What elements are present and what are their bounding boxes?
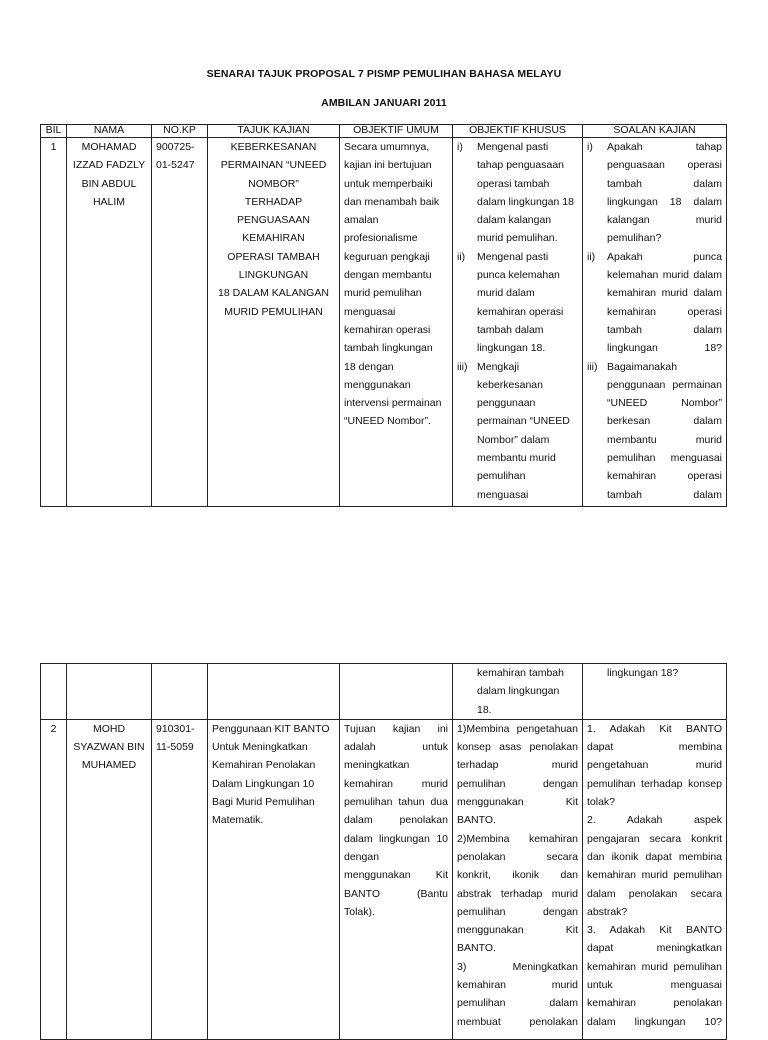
cont-bil (41, 664, 67, 720)
research-question-line: pemulihan terhadap konsep (587, 777, 722, 790)
cont-objektif-khusus (453, 664, 583, 720)
general-objective-line: dan menambah baik (344, 195, 440, 208)
row2-tajuk (208, 719, 340, 1039)
specific-objective-line: pemulihan dengan (457, 905, 578, 918)
general-objective-line: intervensi permainan (344, 397, 442, 410)
item-line: pemulihan? (607, 232, 662, 245)
item-line: berkesan dalam (607, 415, 722, 428)
row2-objektif-khusus (453, 719, 583, 1039)
item-line: murid dalam (477, 287, 535, 300)
item-marker: iii) (457, 360, 468, 373)
item-line: kalangan murid (607, 214, 722, 227)
research-question-line: pengetahuan murid (587, 759, 722, 772)
general-objective-line: “UNEED Nombor”. (344, 415, 431, 428)
ic-number-line: 11-5059 (156, 741, 194, 754)
item-line: kemahiran murid dalam (607, 287, 722, 300)
general-objective-line: dalam lingkungan 10 (344, 832, 448, 845)
specific-objective-line: BANTO. (457, 942, 496, 955)
row1-bil: 1 (41, 138, 67, 507)
specific-objective-line: terhadap murid (457, 759, 578, 772)
research-question-line: dalam penolakan secara (587, 887, 722, 900)
header-objektif-umum: OBJEKTIF UMUM (340, 125, 453, 138)
table-header-row (41, 125, 727, 138)
general-objective-line: tambah lingkungan (344, 342, 433, 355)
general-objective-line: amalan (344, 214, 379, 227)
research-question-line: tolak? (587, 796, 616, 809)
specific-objective-line: menggunakan Kit (457, 796, 578, 809)
name-line: SYAZWAN BIN (73, 741, 145, 754)
research-question-line: kemahiran penolakan (587, 997, 722, 1010)
item-marker: i) (457, 141, 463, 153)
item-line: pemulihan menguasai (607, 452, 722, 465)
header-objektif-khusus: OBJEKTIF KHUSUS (453, 125, 583, 138)
general-objective-line: dengan (344, 850, 380, 863)
item-line: penguasaan operasi (607, 159, 722, 172)
title-line: KEMAHIRAN (242, 232, 305, 245)
row1-soalan-kajian (583, 138, 727, 507)
ic-number-line: 01-5247 (156, 159, 195, 172)
item-line: kemahiran operasi (607, 305, 722, 318)
title-line: Matematik. (212, 814, 264, 827)
research-question-line: untuk menguasai (587, 979, 722, 992)
name-line: IZZAD FADZLY (72, 159, 146, 172)
header-nokp: NO.KP (152, 125, 208, 138)
row1-nokp (152, 138, 208, 507)
item-line: pemulihan (477, 470, 526, 483)
research-question-line: dan ikonik dapat membina (587, 850, 722, 863)
specific-objective-line: pemulihan dengan (457, 777, 578, 790)
table-row (41, 138, 727, 507)
research-question-line: dalam lingkungan 10? (587, 1015, 722, 1028)
item-line: membantu murid (607, 433, 722, 446)
research-question-line: dapat meningkatkan (587, 942, 722, 955)
general-objective-line: untuk memperbaiki (344, 177, 433, 190)
item-line: keberkesanan (477, 378, 543, 391)
item-line: kelemahan murid dalam (607, 269, 722, 282)
research-question-line: 3. Adakah Kit BANTO (587, 924, 722, 937)
cont-tajuk (208, 664, 340, 720)
cont-objektif-umum (340, 664, 453, 720)
title-line: TERHADAP (244, 195, 303, 208)
header-soalan-kajian: SOALAN KAJIAN (583, 125, 727, 138)
document-subtitle: AMBILAN JANUARI 2011 (321, 97, 447, 109)
specific-objective-line: kemahiran tambah (477, 667, 564, 679)
general-objective-line: profesionalisme (344, 232, 418, 245)
specific-objective-line: 2)Membina kemahiran (457, 832, 578, 845)
row1-nama (67, 138, 152, 507)
general-objective-line: keguruan pengkaji (344, 250, 430, 263)
item-line: lingkungan 18 dalam (607, 195, 722, 208)
row2-nokp (152, 719, 208, 1039)
document-title: SENARAI TAJUK PROPOSAL 7 PISMP PEMULIHAN BAHASA MELAYU (206, 68, 562, 80)
specific-objective-line: membuat penolakan (457, 1015, 578, 1028)
row2-bil: 2 (41, 719, 67, 1039)
ic-number-line: 900725- (156, 141, 195, 153)
research-question-line: abstrak? (587, 905, 628, 918)
row2-objektif-umum (340, 719, 453, 1039)
item-line: menguasai (477, 488, 529, 501)
general-objective-line: Secara umumnya, (344, 141, 430, 153)
row2-nama (67, 719, 152, 1039)
specific-objective-line: BANTO. (457, 814, 496, 827)
item-line: penggunaan (477, 397, 536, 410)
general-objective-line: menguasai (344, 305, 396, 318)
specific-objective-line: abstrak terhadap murid (457, 887, 578, 900)
header-nama: NAMA (67, 125, 152, 138)
row1-tajuk (208, 138, 340, 507)
general-objective-line: dengan membantu (344, 269, 432, 282)
general-objective-line: 18 dengan (344, 360, 394, 373)
title-line: PERMAINAN “UNEED (220, 159, 327, 172)
title-line: NOMBOR” (248, 177, 299, 190)
title-line: OPERASI TAMBAH (227, 250, 320, 263)
general-objective-line: BANTO (Bantu (344, 887, 448, 900)
item-marker: ii) (587, 250, 596, 263)
general-objective-line: menggunakan Kit (344, 869, 448, 882)
item-line: membantu murid (477, 452, 556, 465)
specific-objective-line: konsep asas penolakan (457, 741, 578, 754)
specific-objective-line: 1)Membina pengetahuan (457, 722, 578, 735)
table-row-continuation (41, 664, 727, 720)
research-question-line: dapat membina (587, 741, 722, 754)
title-line: KEBERKESANAN (230, 141, 317, 153)
item-line: kemahiran operasi (607, 470, 722, 483)
specific-objective-item (457, 248, 578, 358)
item-line: dalam kalangan (477, 214, 552, 227)
cont-nama (67, 664, 152, 720)
header-bil: BIL (41, 125, 67, 138)
title-line: MURID PEMULIHAN (224, 305, 323, 318)
specific-objective-line: dalam lingkungan (477, 685, 560, 698)
title-line: LINGKUNGAN (238, 269, 309, 282)
general-objective-line: kemahiran operasi (344, 323, 431, 336)
item-marker: ii) (457, 250, 466, 263)
table-row (41, 719, 727, 1039)
item-line: tahap penguasaan (477, 159, 564, 172)
research-question-line: pengajaran secara konkrit (587, 832, 722, 845)
header-tajuk-kajian: TAJUK KAJIAN (208, 125, 340, 138)
general-objective-line: Tujuan kajian ini (344, 722, 448, 735)
item-line: kemahiran operasi (477, 305, 564, 318)
name-line: MOHD (92, 722, 126, 735)
item-line: Mengenal pasti (477, 141, 549, 153)
research-question-line: kemahiran murid pemulihan (587, 960, 722, 973)
item-line: lingkungan 18? (607, 342, 722, 355)
specific-objective-line: 18. (477, 703, 492, 716)
item-line: Nombor” dalam (477, 433, 550, 446)
item-line: “UNEED Nombor” (607, 397, 722, 410)
specific-objective-line: konkrit, ikonik dan (457, 869, 578, 882)
title-line: Untuk Meningkatkan (212, 741, 308, 754)
item-line: tambah dalam (607, 323, 722, 336)
row2-soalan-kajian (583, 719, 727, 1039)
item-line: Apakah punca (607, 250, 722, 263)
cont-soalan-kajian (583, 664, 727, 720)
general-objective-line: kemahiran murid (344, 777, 448, 790)
specific-objective-line: penolakan secara (457, 850, 578, 863)
research-question-item (587, 358, 722, 504)
ic-number-line: 910301- (156, 722, 195, 735)
item-line: dalam lingkungan 18 (477, 195, 574, 208)
title-line: PENGUASAAN (237, 214, 310, 227)
general-objective-line: Tolak). (344, 905, 375, 918)
specific-objective-line: pemulihan dalam (457, 997, 578, 1010)
proposal-table-part2 (40, 663, 727, 1040)
item-line: Mengenal pasti (477, 250, 549, 263)
research-question-line: 1. Adakah Kit BANTO (587, 722, 722, 735)
cont-nokp (152, 664, 208, 720)
general-objective-line: kajian ini bertujuan (344, 159, 432, 172)
name-line: MUHAMED (81, 759, 137, 772)
title-line: Bagi Murid Pemulihan (212, 796, 315, 809)
title-line: 18 DALAM KALANGAN (218, 287, 329, 300)
general-objective-line: meningkatkan (344, 759, 410, 772)
row1-objektif-umum (340, 138, 453, 507)
title-line: Kemahiran Penolakan (212, 759, 316, 772)
row1-objektif-khusus (453, 138, 583, 507)
item-line: Bagaimanakah (607, 360, 678, 373)
item-marker: iii) (587, 360, 598, 373)
general-objective-line: menggunakan (344, 378, 411, 391)
item-marker: i) (587, 141, 593, 153)
general-objective-line: dalam penolakan (344, 814, 448, 827)
proposal-table-part1 (40, 124, 727, 507)
title-line: Dalam Lingkungan 10 (212, 777, 315, 790)
name-line: BIN ABDUL (81, 177, 137, 190)
general-objective-line: murid pemulihan (344, 287, 422, 300)
specific-objective-line: menggunakan Kit (457, 924, 578, 937)
item-line: murid pemulihan. (477, 232, 558, 245)
research-question-line: 2. Adakah aspek (587, 814, 722, 827)
item-line: lingkungan 18. (477, 342, 546, 355)
research-question-line: kemahiran murid pemulihan (587, 869, 722, 882)
item-line: Apakah tahap (607, 141, 722, 153)
specific-objective-line: kemahiran murid (457, 979, 578, 992)
research-question-item (587, 138, 722, 248)
item-line: operasi tambah (477, 177, 550, 190)
research-question-line: lingkungan 18? (607, 667, 679, 679)
specific-objective-item (457, 358, 578, 504)
name-line: MOHAMAD (81, 141, 137, 153)
specific-objective-line: 3) Meningkatkan (457, 960, 578, 973)
item-line: tambah dalam (477, 323, 544, 336)
research-question-item (587, 248, 722, 358)
name-line: HALIM (92, 195, 126, 208)
item-line: tambah dalam (607, 488, 722, 501)
general-objective-line: adalah untuk (344, 741, 448, 754)
item-line: permainan “UNEED (477, 415, 570, 428)
item-line: Mengkaji (477, 360, 520, 373)
item-line: tambah dalam (607, 177, 722, 190)
item-line: punca kelemahan (477, 269, 560, 282)
general-objective-line: pemulihan tahun dua (344, 796, 448, 809)
item-line: penggunaan permainan (607, 378, 722, 391)
title-line: Penggunaan KIT BANTO (212, 722, 330, 735)
specific-objective-item (457, 138, 578, 248)
